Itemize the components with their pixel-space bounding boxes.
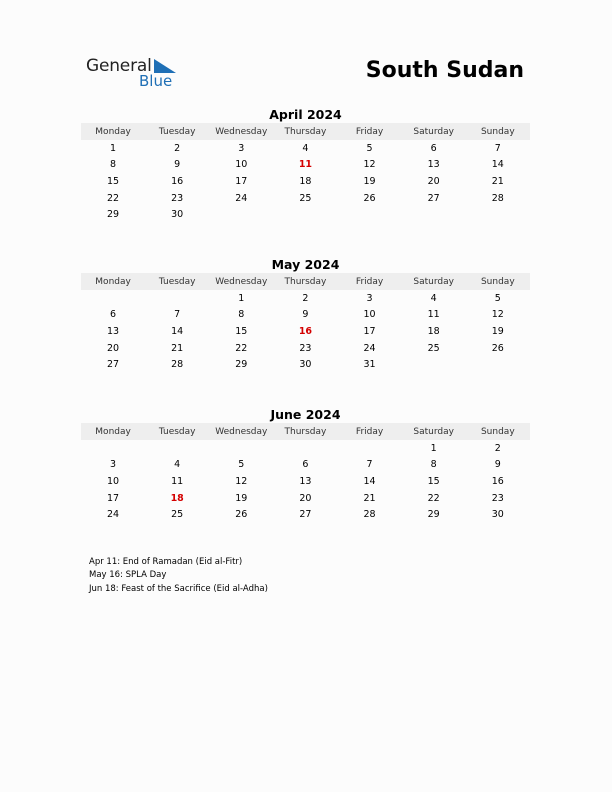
weekday-label: Thursday: [284, 126, 327, 137]
day-cell: 30: [171, 209, 184, 221]
weekday-label: Friday: [355, 276, 384, 287]
day-cell: 10: [363, 309, 376, 321]
day-cell: 5: [494, 292, 501, 304]
day-cell: 26: [491, 342, 504, 354]
weekday-header: [81, 123, 530, 140]
day-cell: 20: [299, 492, 312, 504]
holiday-day-cell: 11: [298, 159, 313, 171]
day-cell: 7: [174, 309, 181, 321]
day-cell: 7: [494, 142, 501, 154]
day-cell: 21: [491, 175, 504, 187]
day-cell: 27: [299, 509, 312, 521]
week-row: [81, 473, 530, 490]
day-cell: 3: [110, 459, 117, 471]
weekday-label: Tuesday: [158, 276, 196, 287]
week-row: [81, 340, 530, 357]
day-cell: 24: [363, 342, 376, 354]
generalblue-logo: [86, 56, 186, 92]
day-cell: 23: [299, 342, 312, 354]
day-cell: 28: [171, 359, 184, 371]
day-cell: 27: [427, 192, 440, 204]
day-cell: 5: [238, 459, 245, 471]
day-cell: 2: [302, 292, 309, 304]
holiday-note: Apr 11: End of Ramadan (Eid al-Fitr): [89, 557, 243, 567]
day-cell: 31: [363, 359, 376, 371]
day-cell: 20: [107, 342, 120, 354]
week-row: [81, 356, 530, 373]
day-cell: 28: [363, 509, 376, 521]
holiday-day-cell: 18: [170, 492, 184, 504]
day-cell: 8: [110, 159, 117, 171]
month-title: June 2024: [270, 407, 341, 422]
week-row: [81, 290, 530, 307]
day-cell: 28: [491, 192, 504, 204]
weekday-label: Wednesday: [215, 126, 268, 137]
day-cell: 26: [235, 509, 248, 521]
day-cell: 29: [427, 509, 440, 521]
week-row: [81, 490, 530, 507]
week-row: [81, 457, 530, 474]
day-cell: 1: [238, 292, 245, 304]
weekday-label: Wednesday: [215, 276, 268, 287]
week-row: [81, 173, 530, 190]
holiday-note: May 16: SPLA Day: [89, 570, 167, 581]
day-cell: 23: [171, 192, 184, 204]
day-cell: 29: [235, 359, 248, 371]
day-cell: 29: [107, 209, 120, 221]
day-cell: 6: [110, 309, 117, 321]
day-cell: 13: [427, 159, 440, 171]
day-cell: 14: [491, 159, 504, 171]
holiday-day-cell: 16: [298, 325, 313, 337]
weekday-label: Sunday: [480, 426, 515, 437]
day-cell: 30: [491, 509, 504, 521]
weekday-label: Tuesday: [158, 126, 196, 137]
holiday-notes: [89, 556, 268, 596]
day-cell: 13: [107, 325, 120, 337]
weekday-label: Tuesday: [158, 426, 196, 437]
day-cell: 17: [107, 492, 120, 504]
weekday-label: Thursday: [284, 276, 327, 287]
day-cell: 1: [110, 142, 117, 154]
day-cell: 1: [430, 442, 437, 454]
day-cell: 24: [107, 509, 120, 521]
day-cell: 24: [235, 192, 248, 204]
day-cell: 17: [363, 325, 376, 337]
day-cell: 11: [171, 475, 184, 487]
weekday-label: Sunday: [480, 276, 515, 287]
weekday-label: Wednesday: [215, 426, 268, 437]
day-cell: 12: [235, 475, 248, 487]
day-cell: 17: [235, 175, 248, 187]
day-cell: 22: [427, 492, 440, 504]
day-cell: 10: [107, 475, 120, 487]
day-cell: 12: [491, 309, 504, 321]
week-row: [81, 206, 530, 223]
month-calendar: [81, 106, 530, 223]
weekday-label: Saturday: [413, 426, 454, 437]
day-cell: 16: [171, 175, 184, 187]
week-row: [81, 506, 530, 523]
month-title: May 2024: [271, 257, 340, 272]
month-title: April 2024: [269, 107, 342, 122]
day-cell: 6: [430, 142, 437, 154]
day-cell: 2: [174, 142, 181, 154]
week-row: [81, 440, 530, 457]
day-cell: 11: [427, 309, 440, 321]
day-cell: 21: [171, 342, 184, 354]
day-cell: 14: [363, 475, 376, 487]
day-cell: 4: [430, 292, 437, 304]
weekday-label: Friday: [355, 426, 384, 437]
week-row: [81, 157, 530, 174]
day-cell: 30: [299, 359, 312, 371]
week-row: [81, 323, 530, 340]
weekday-label: Monday: [95, 126, 131, 137]
weekday-label: Monday: [95, 426, 131, 437]
logo-text-blue: Blue: [139, 72, 173, 90]
weekday-label: Saturday: [413, 126, 454, 137]
month-calendar: [81, 406, 530, 523]
day-cell: 8: [238, 309, 245, 321]
weekday-label: Monday: [95, 276, 131, 287]
day-cell: 4: [302, 142, 309, 154]
country-title: South Sudan: [365, 58, 524, 83]
day-cell: 19: [363, 175, 376, 187]
weekday-header: [81, 423, 530, 440]
week-row: [81, 307, 530, 324]
day-cell: 13: [299, 475, 312, 487]
day-cell: 6: [302, 459, 309, 471]
day-cell: 15: [107, 175, 120, 187]
weekday-label: Sunday: [480, 126, 515, 137]
holiday-note: Jun 18: Feast of the Sacrifice (Eid al-Adha): [89, 583, 268, 594]
month-calendar: [81, 256, 530, 373]
day-cell: 15: [235, 325, 248, 337]
day-cell: 25: [171, 509, 184, 521]
day-cell: 5: [366, 142, 373, 154]
day-cell: 7: [366, 459, 373, 471]
day-cell: 25: [299, 192, 312, 204]
day-cell: 10: [235, 159, 248, 171]
day-cell: 18: [299, 175, 312, 187]
day-cell: 16: [491, 475, 504, 487]
day-cell: 9: [302, 309, 309, 321]
day-cell: 18: [427, 325, 440, 337]
day-cell: 3: [238, 142, 245, 154]
day-cell: 19: [235, 492, 248, 504]
weekday-label: Thursday: [284, 426, 327, 437]
day-cell: 4: [174, 459, 181, 471]
week-row: [81, 190, 530, 207]
day-cell: 12: [363, 159, 376, 171]
day-cell: 25: [427, 342, 440, 354]
day-cell: 26: [363, 192, 376, 204]
weekday-label: Friday: [355, 126, 384, 137]
weekday-label: Saturday: [413, 276, 454, 287]
day-cell: 2: [494, 442, 501, 454]
weekday-header: [81, 273, 530, 290]
logo-text-general: General: [86, 56, 152, 76]
day-cell: 27: [107, 359, 120, 371]
day-cell: 23: [491, 492, 504, 504]
day-cell: 20: [427, 175, 440, 187]
day-cell: 22: [235, 342, 248, 354]
day-cell: 15: [427, 475, 440, 487]
day-cell: 14: [171, 325, 184, 337]
day-cell: 19: [491, 325, 504, 337]
day-cell: 3: [366, 292, 373, 304]
day-cell: 8: [430, 459, 437, 471]
logo-triangle-icon: [154, 59, 176, 73]
day-cell: 21: [363, 492, 376, 504]
day-cell: 22: [107, 192, 120, 204]
day-cell: 9: [174, 159, 181, 171]
day-cell: 9: [494, 459, 501, 471]
week-row: [81, 140, 530, 157]
